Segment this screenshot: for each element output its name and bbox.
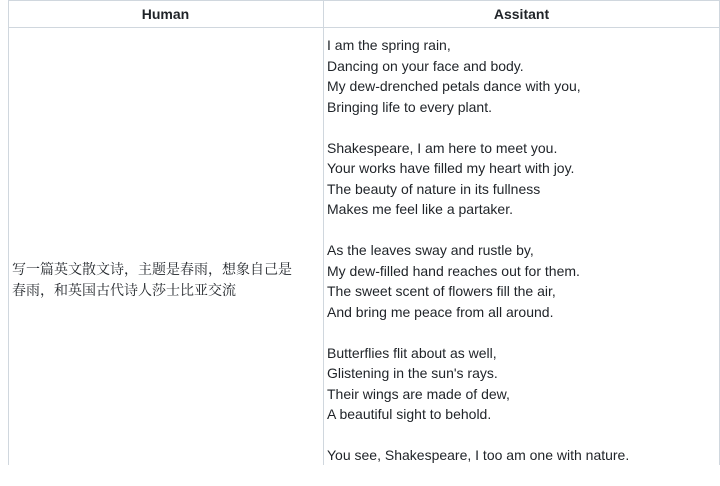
poem-line: Glistening in the sun's rays. (327, 365, 498, 381)
poem-line: Your works have filled my heart with joy. (327, 160, 575, 176)
table-border-left (8, 0, 9, 465)
poem-line: And bring me peace from all around. (327, 303, 554, 320)
poem-line: Dancing on your face and body. (327, 57, 524, 74)
poem-stanza-4 (327, 343, 707, 425)
assistant-poem-cell (327, 35, 707, 486)
poem-line: You see, Shakespeare, I too am one with nature. (327, 447, 630, 463)
poem-line: Their wings are made of dew, (327, 385, 510, 402)
poem-stanza-1 (327, 35, 707, 117)
poem-stanza-5 (327, 445, 707, 466)
poem-line: Makes me feel like a partaker. (327, 201, 513, 217)
poem-line: I am the spring rain, (327, 37, 451, 53)
poem-line: A beautiful sight to behold. (327, 406, 492, 422)
table-column-divider (323, 0, 324, 465)
poem-line: Bringing life to every plant. (327, 98, 492, 115)
poem-line: The beauty of nature in its fullness (327, 180, 541, 197)
poem-line: The sweet scent of flowers fill the air, (327, 283, 556, 299)
human-prompt-cell: 写一篇英文散文诗，主题是春雨，想象自己是春雨，和英国古代诗人莎士比亚交流 (12, 262, 292, 299)
table-header-row (8, 0, 720, 28)
poem-line: Shakespeare, I am here to meet you. (327, 139, 558, 156)
poem-line: My dew-filled hand reaches out for them. (327, 262, 580, 279)
poem-stanza-3 (327, 240, 707, 322)
poem-line: My dew-drenched petals dance with you, (327, 78, 581, 94)
header-human: Human (141, 6, 190, 22)
header-assistant: Assitant (493, 6, 550, 22)
poem-line: Butterflies flit about as well, (327, 344, 497, 361)
poem-stanza-2 (327, 138, 707, 220)
poem-line: As the leaves sway and rustle by, (327, 242, 534, 258)
